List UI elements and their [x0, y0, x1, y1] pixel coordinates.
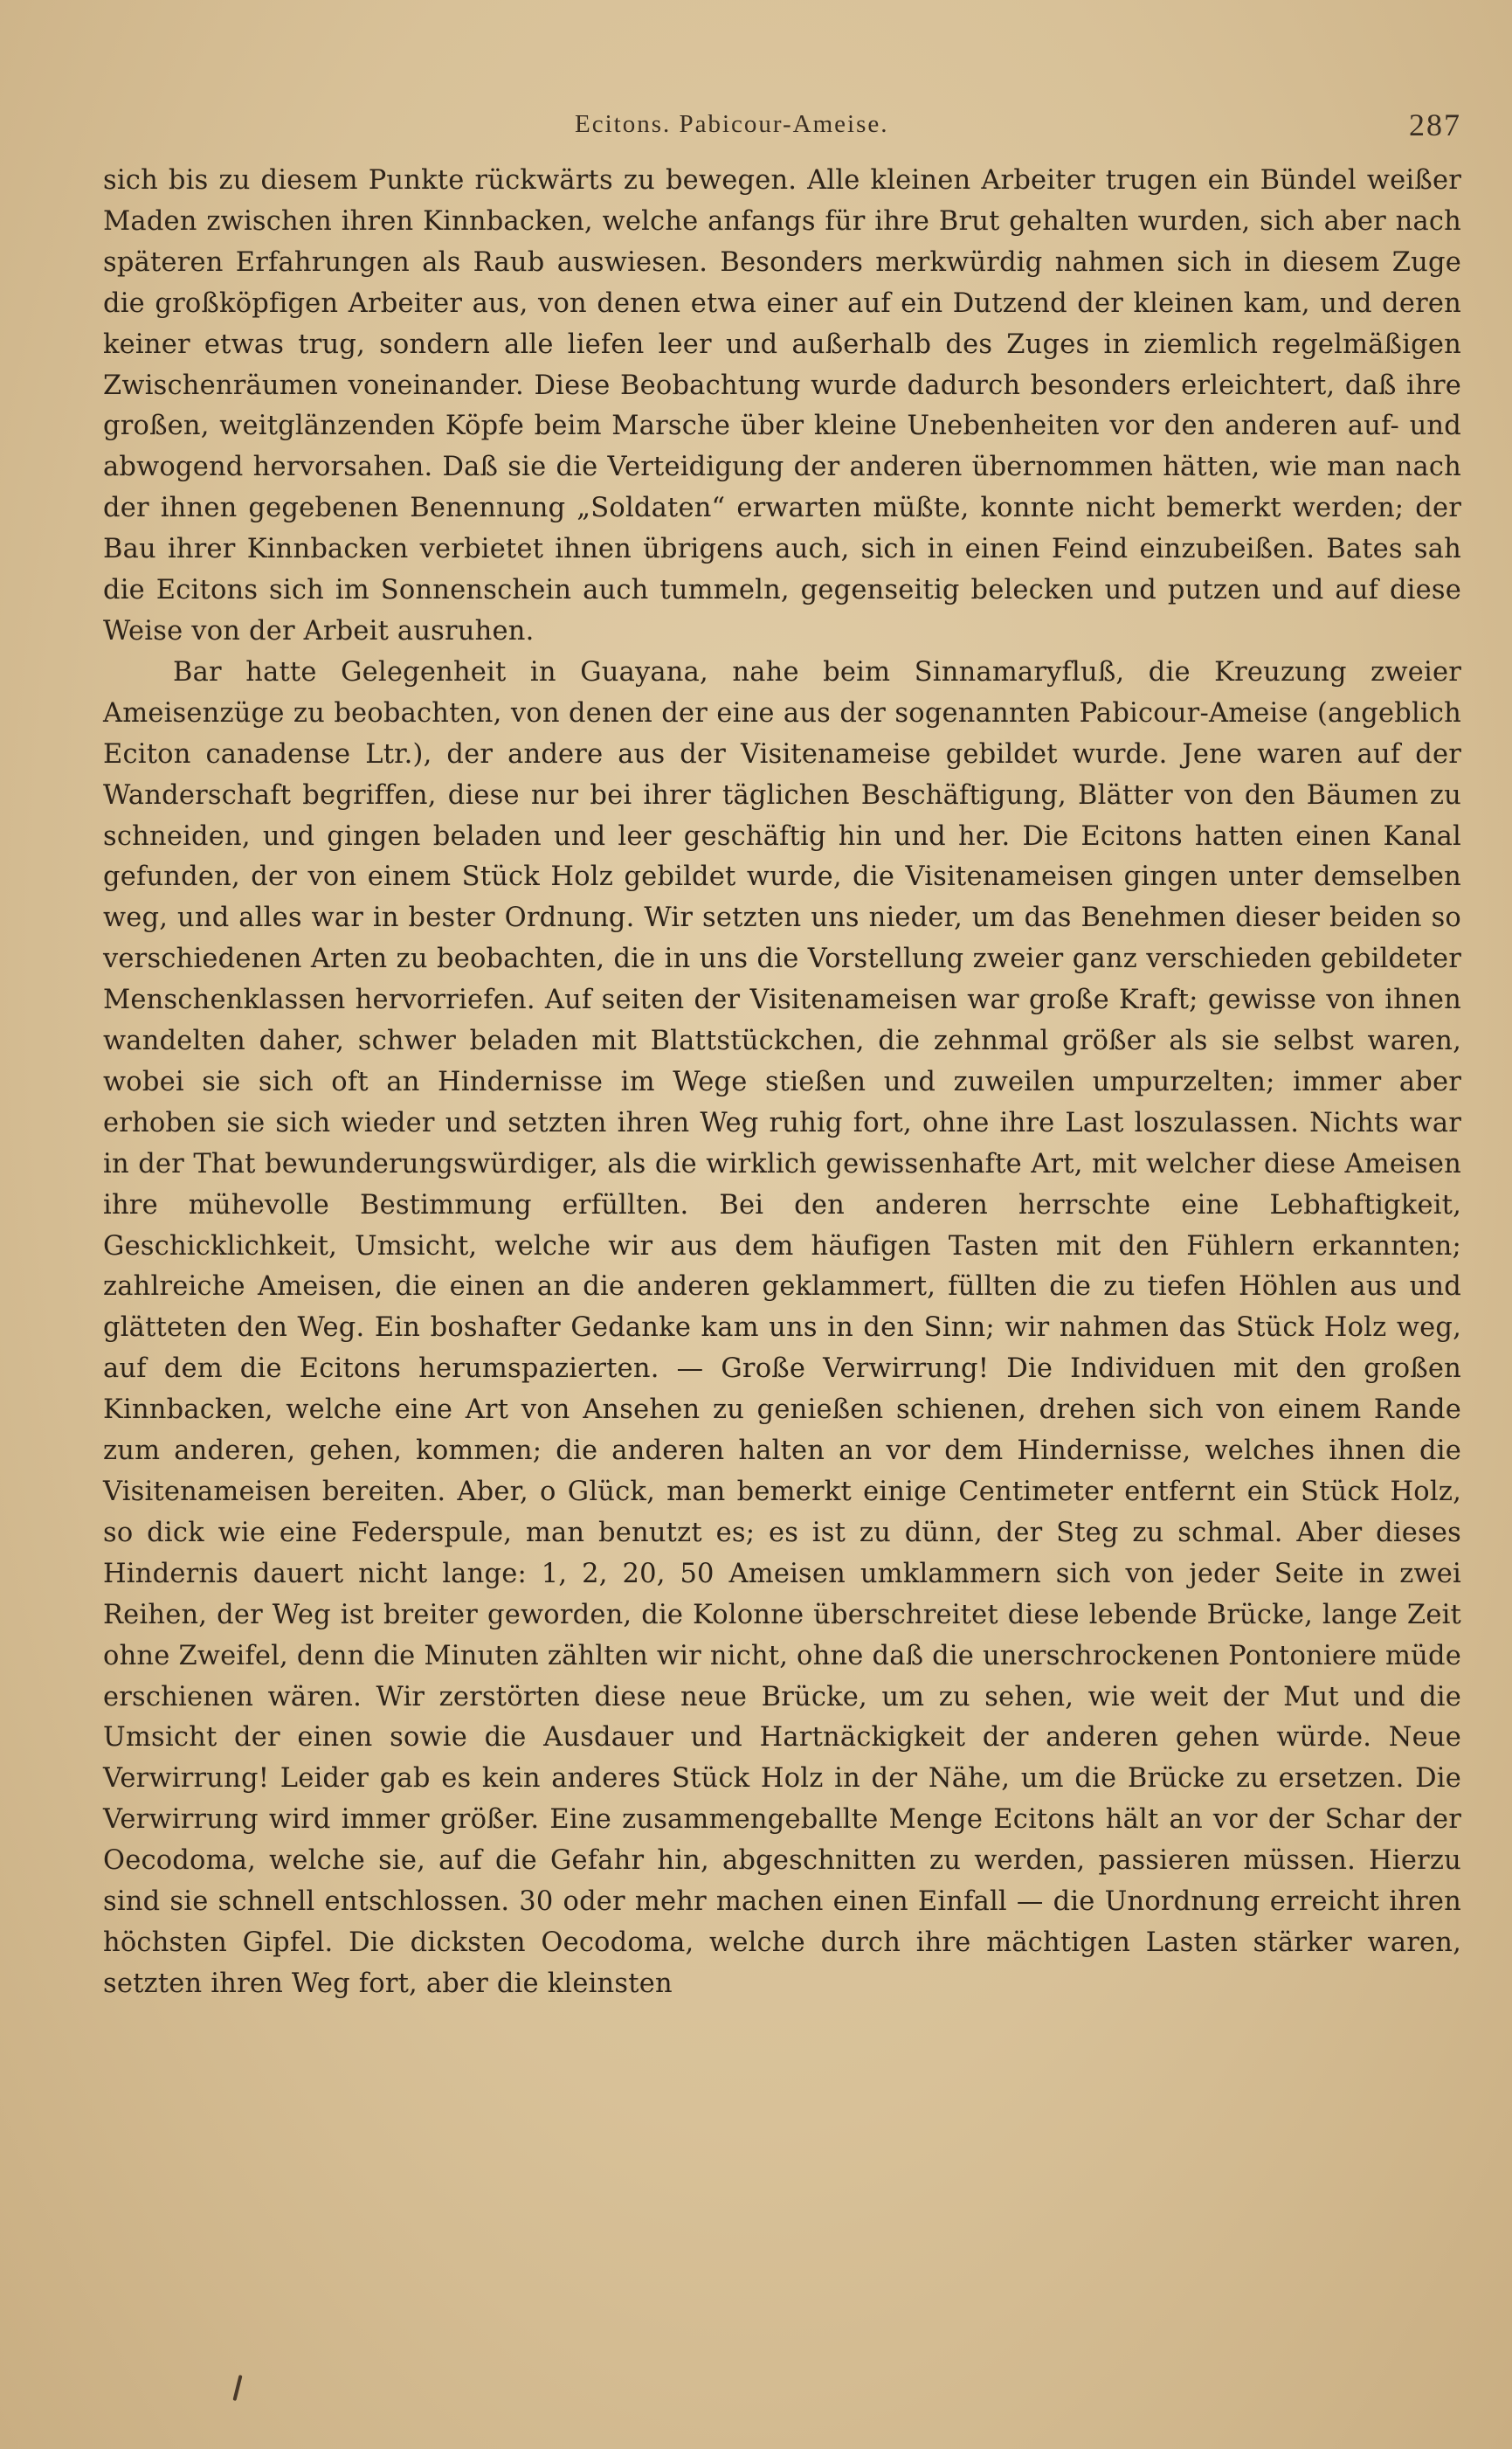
paragraph-2: Bar hatte Gelegenheit in Guayana, nahe beim Sinnamaryfluß, die Kreuzung zweier Ameisenzüge zu beobachten, von denen der eine aus der sogenannten Pabicour-Ameise (angeblich Eciton canadense Ltr.), der andere aus der Visitenameise gebildet wurde. Jene waren auf der Wanderschaft begriffen, diese nur bei ihrer täglichen Beschäftigung, Blätter von den Bäumen zu schneiden, und gingen beladen und leer geschäftig hin und her. Die Ecitons hatten einen Kanal gefunden, der von einem Stück Holz gebildet wurde, die Visitenameisen gingen unter demselben weg, und alles war in bester Ordnung. Wir setzten uns nieder, um das Benehmen dieser beiden so verschiedenen Arten zu beobachten, die in uns die Vorstellung zweier ganz verschieden gebildeter Menschenklassen hervorriefen. Auf seiten der Visitenameisen war große Kraft; gewisse von ihnen wandelten daher, schwer beladen mit Blattstückchen, die zehnmal größer als sie selbst waren, wobei sie sich oft an Hindernisse im Wege stießen und zuweilen umpurzelten; immer aber erhoben sie sich wieder und setzten ihren Weg ruhig fort, ohne ihre Last loszulassen. Nichts war in der That bewunderungswürdiger, als die wirklich gewissenhafte Art, mit welcher diese Ameisen ihre mühevolle Bestimmung erfüllten. Bei den anderen herrschte eine Lebhaftigkeit, Geschicklichkeit, Umsicht, welche wir aus dem häufigen Tasten mit den Fühlern erkannten; zahlreiche Ameisen, die einen an die anderen geklammert, füllten die zu tiefen Höhlen aus und glätteten den Weg. Ein boshafter Gedanke kam uns in den Sinn; wir nahmen das Stück Holz weg, auf dem die Ecitons herumspazierten. — Große Verwirrung! Die Individuen mit den großen Kinnbacken, welche eine Art von Ansehen zu genießen schienen, drehen sich von einem Rande zum anderen, gehen, kommen; die anderen halten an vor dem Hindernisse, welches ihnen die Visitenameisen bereiten. Aber, o Glück, man bemerkt einige Centimeter entfernt ein Stück Holz, so dick wie eine Federspule, man benutzt es; es ist zu dünn, der Steg zu schmal. Aber dieses Hindernis dauert nicht lange: 1, 2, 20, 50 Ameisen umklammern sich von jeder Seite in zwei Reihen, der Weg ist breiter geworden, die Kolonne überschreitet diese lebende Brücke, lange Zeit ohne Zweifel, denn die Minuten zählten wir nicht, ohne daß die unerschrockenen Pontoniere müde erschienen wären. Wir zerstörten diese neue Brücke, um zu sehen, wie weit der Mut und die Umsicht der einen sowie die Ausdauer und Hartnäckigkeit der anderen gehen würde. Neue Verwirrung! Leider gab es kein anderes Stück Holz in der Nähe, um die Brücke zu ersetzen. Die Verwirrung wird immer größer. Eine zusammengeballte Menge Ecitons hält an vor der Schar der Oecodoma, welche sie, auf die Gefahr hin, abgeschnitten zu werden, passieren müssen. Hierzu sind sie schnell entschlossen. 30 oder mehr machen einen Einfall — die Unordnung erreicht ihren höchsten Gipfel. Die dicksten Oecodoma, welche durch ihre mächtigen Lasten stärker waren, setzten ihren Weg fort, aber die kleinsten	[103, 656, 1461, 1999]
page-number: 287	[1409, 107, 1461, 142]
running-title: Ecitons. Pabicour-Ameise.	[575, 110, 889, 138]
running-head	[103, 103, 1461, 156]
body-text	[103, 161, 1461, 2005]
paragraph-1: sich bis zu diesem Punkte rückwärts zu bewegen. Alle kleinen Arbeiter trugen ein Bündel weißer Maden zwischen ihren Kinnbacken, welche anfangs für ihre Brut gehalten wurden, sich aber nach späteren Erfahrungen als Raub auswiesen. Besonders merkwürdig nahmen sich in diesem Zuge die großköpfigen Arbeiter aus, von denen etwa einer auf ein Dutzend der kleinen kam, und deren keiner etwas trug, sondern alle liefen leer und außerhalb des Zuges in ziemlich regelmäßigen Zwischenräumen voneinander. Diese Beobachtung wurde dadurch besonders erleichtert, daß ihre großen, weitglänzenden Köpfe beim Marsche über kleine Unebenheiten vor den anderen auf- und abwogend hervorsahen. Daß sie die Verteidigung der anderen übernommen hätten, wie man nach der ihnen gegebenen Benennung „Soldaten“ erwarten müßte, konnte nicht bemerkt werden; der Bau ihrer Kinnbacken verbietet ihnen übrigens auch, sich in einen Feind einzubeißen. Bates sah die Ecitons sich im Sonnenschein auch tummeln, gegenseitig belecken und putzen und auf diese Weise von der Arbeit ausruhen.	[103, 165, 1461, 647]
book-page	[103, 103, 1461, 2410]
